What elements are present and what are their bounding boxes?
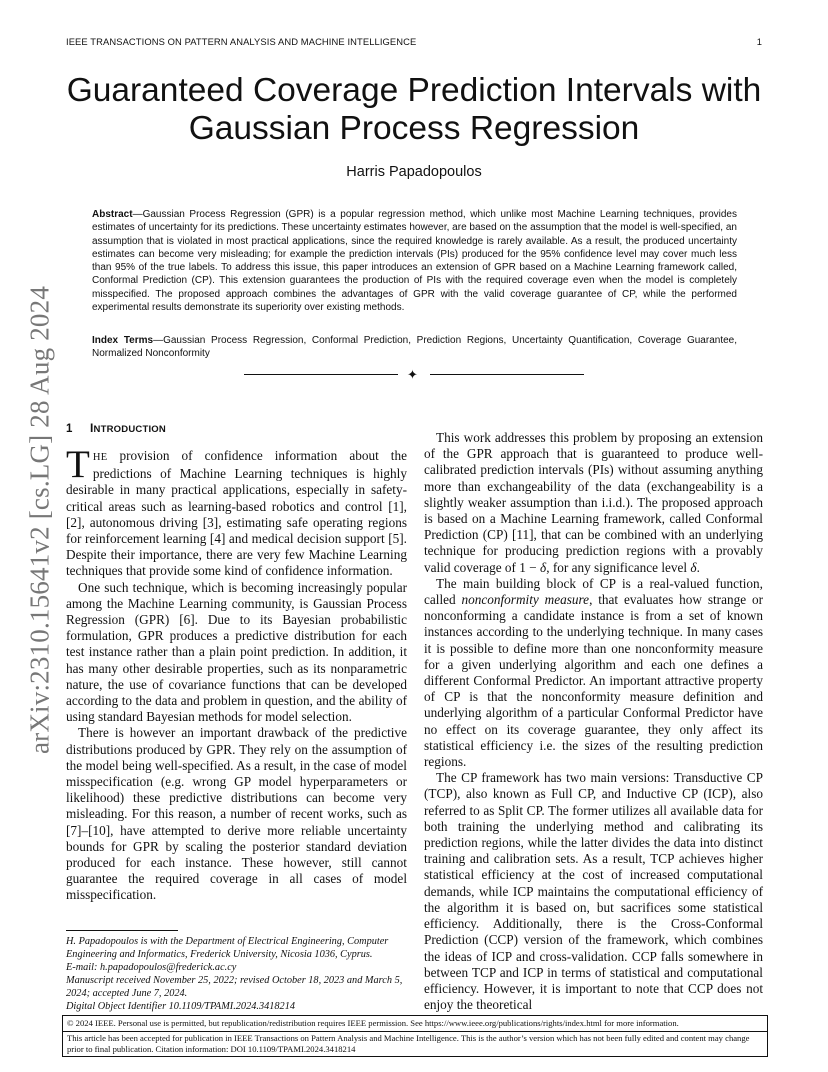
paragraph-text: , that evaluates how strange or nonconforming a candidate instance is from a set of known instances according to the underlying technique. In many cases it is possible to define more than one nonconformity measure for a given underlying algorithm and each one defines a different Conformal Predictor. An important attractive property of CP is that the nonconformity measure definition and underlying algorithm of a particular Conformal Predictor have no effect on its coverage guarantee, they only affect its statistical efficiency i.e. the sizes of the resulting prediction regions. (424, 592, 763, 770)
paragraph (424, 430, 763, 576)
section-title-rest: NTRODUCTION (93, 424, 166, 435)
drop-cap: T (66, 443, 90, 486)
small-caps-start: HE (92, 452, 108, 463)
paragraph: One such technique, which is becoming increasingly popular among the Machine Learning community, is Gaussian Process Regression (GPR) [6]. Due to its Bayesian probabilistic formulation, GPR produces a predictive distribution for each test instance rather than a plain point prediction. In addition, it has many other desirable properties, such as its nonparametric nature, the use of covariance functions that can be developed according to the data and problem in question, and the ability of using standard Bayesian methods for model selection. (66, 579, 407, 725)
arxiv-identifier: arXiv:2310.15641v2 [cs.LG] 28 Aug 2024 (24, 285, 55, 755)
section-number: 1 (66, 423, 73, 435)
copyright-notice: © 2024 IEEE. Personal use is permitted, but republication/redistribution requires IEEE permission. See https://www.ieee.org/publications/rights/index.html for more information. (67, 1018, 679, 1028)
paragraph-text: The main building block of CP is a real-valued function, called (424, 575, 763, 608)
separator-line-right (430, 374, 584, 375)
title-line-1: Guaranteed Coverage Prediction Intervals with (66, 72, 762, 109)
abstract-text: —Gaussian Process Regression (GPR) is a popular regression method, which unlike most Machine Learning techniques, provides estimates of uncertainty for its predictions. These uncertainty estimates however, are based on the assumption that the model is well-specified, an assumption that is violated in most practical applications, since the required knowledge is rarely available. As a result, the produced uncertainty estimates can become very misleading; for example the prediction intervals (PIs) produced for the 95% confidence level may cover much less than 95% of the true labels. To address this issue, this paper introduces an extension of GPR based on a Machine Learning framework called, Conformal Prediction (CP). This extension guarantees the production of PIs with the required coverage even when the model is completely misspecified. The proposed approach combines the advantages of GPR with the valid coverage guarantee of CP, while the performed experimental results demonstrate its superiority over existing methods. (92, 209, 737, 314)
footnote-doi: Digital Object Identifier 10.1109/TPAMI.2024.3418214 (66, 1000, 295, 1012)
index-terms-label: Index Terms (92, 335, 154, 346)
copyright-divider (63, 1031, 767, 1032)
journal-name: IEEE TRANSACTIONS ON PATTERN ANALYSIS AND MACHINE INTELLIGENCE (66, 36, 417, 47)
left-column (66, 443, 407, 904)
right-column (424, 430, 763, 1013)
paragraph-text: . (696, 559, 700, 575)
index-terms-text: —Gaussian Process Regression, Conformal Prediction, Prediction Regions, Uncertainty Quantification, Coverage Guarantee, Normalized Nonconformity (92, 335, 738, 360)
separator-line-left (244, 374, 398, 375)
running-header (66, 36, 762, 50)
footnote-manuscript-dates: Manuscript received November 25, 2022; revised October 18, 2023 and March 5, 2024; accepted June 7, 2024. (66, 974, 403, 999)
paragraph: There is however an important drawback of the predictive distributions produced by GPR. They rely on the assumption of the model being well-specified. As a result, in the case of model misspecification (e.g. wrong GP model hyperparameters or likelihood) these predictive distributions can become very misleading. For this reason, a number of recent works, such as [7]–[10], have attempted to derive more reliable uncertainty bounds for GPR by scaling the posterior standard deviation produced for each instance. These however, still cannot guarantee the required coverage in all cases of model misspecification. (66, 725, 407, 903)
paragraph (424, 576, 763, 770)
abstract (92, 208, 737, 314)
section-heading (66, 421, 166, 435)
page-number: 1 (756, 36, 762, 47)
title-line-2: Gaussian Process Regression (188, 110, 640, 147)
footnote-affiliation: H. Papadopoulos is with the Department of Electrical Engineering, Computer Engineering and Informatics, Frederick University, Nicosia 1036, Cyprus. (66, 936, 389, 960)
abstract-label: Abstract (92, 209, 133, 220)
copyright-box (62, 1015, 768, 1057)
delta-symbol: δ (690, 559, 697, 575)
index-terms (92, 334, 737, 361)
section-separator (244, 368, 584, 382)
paragraph: The CP framework has two main versions: Transductive CP (TCP), also known as Full CP, and Inductive CP (ICP), also referred to as Split CP. The former utilizes all available data for both training the underlying method and calibrating its prediction regions, while the latter divides the data into distinct training and calibration sets. As a result, TCP achieves higher statistical efficiency at the cost of increased computational demands, while ICP maintains the computational efficiency of the algorithm it is based on, but sacrifices some statistical efficiency. Additionally, there is the Cross-Conformal Prediction (CCP) version of the framework, which combines the ideas of ICP and cross-validation. CCP falls somewhere in between TCP and ICP in terms of statistical and computational efficiency. However, it is important to note that CCP does not enjoy the theoretical (424, 770, 763, 1013)
publication-notice: This article has been accepted for publication in IEEE Transactions on Pattern Analysis and Machine Intelligence. This is the author’s version which has not been fully edited and content may change prior to final publication. Citation information: DOI 10.1109/TPAMI.2024.3418214 (67, 1033, 750, 1054)
author-name: Harris Papadopoulos (346, 164, 482, 180)
paragraph-text: , for any significance level (546, 559, 691, 575)
paragraph (66, 443, 407, 580)
paper-title (40, 72, 788, 148)
footnote-rule (66, 930, 178, 931)
delta-symbol: δ (540, 559, 547, 575)
paragraph-text: provision of confidence information about the predictions of Machine Learning techniques is highly desirable in many practical applications, especially in safety-critical areas such as learning-based robotics and control [1], [2], autonomous driving [3], estimating safe operating regions for reinforcement learning [4] and medical decision support [5]. Despite their importance, there are very few Machine Learning techniques that provide some kind of confidence information. (66, 448, 407, 579)
paragraph-text: This work addresses this problem by proposing an extension of the GPR approach that is guaranteed to produce well-calibrated prediction intervals (PIs) without assuming anything more than exchangeability of the data (exchangeability is a slightly weaker assumption than i.i.d.). The proposed approach is based on a Machine Learning framework, called Conformal Prediction (CP) [11], that can be combined with an underlying technique for producing prediction regions with a provably valid coverage of 1 − (424, 430, 763, 575)
section-title-initial: I (90, 421, 94, 435)
emphasis: nonconformity measure (461, 592, 590, 608)
footnote (66, 936, 411, 1013)
separator-ornament-icon: ✦ (407, 367, 418, 382)
footnote-email: E-mail: h.papadopoulos@frederick.ac.cy (66, 961, 237, 973)
arxiv-stamp (16, 280, 64, 760)
